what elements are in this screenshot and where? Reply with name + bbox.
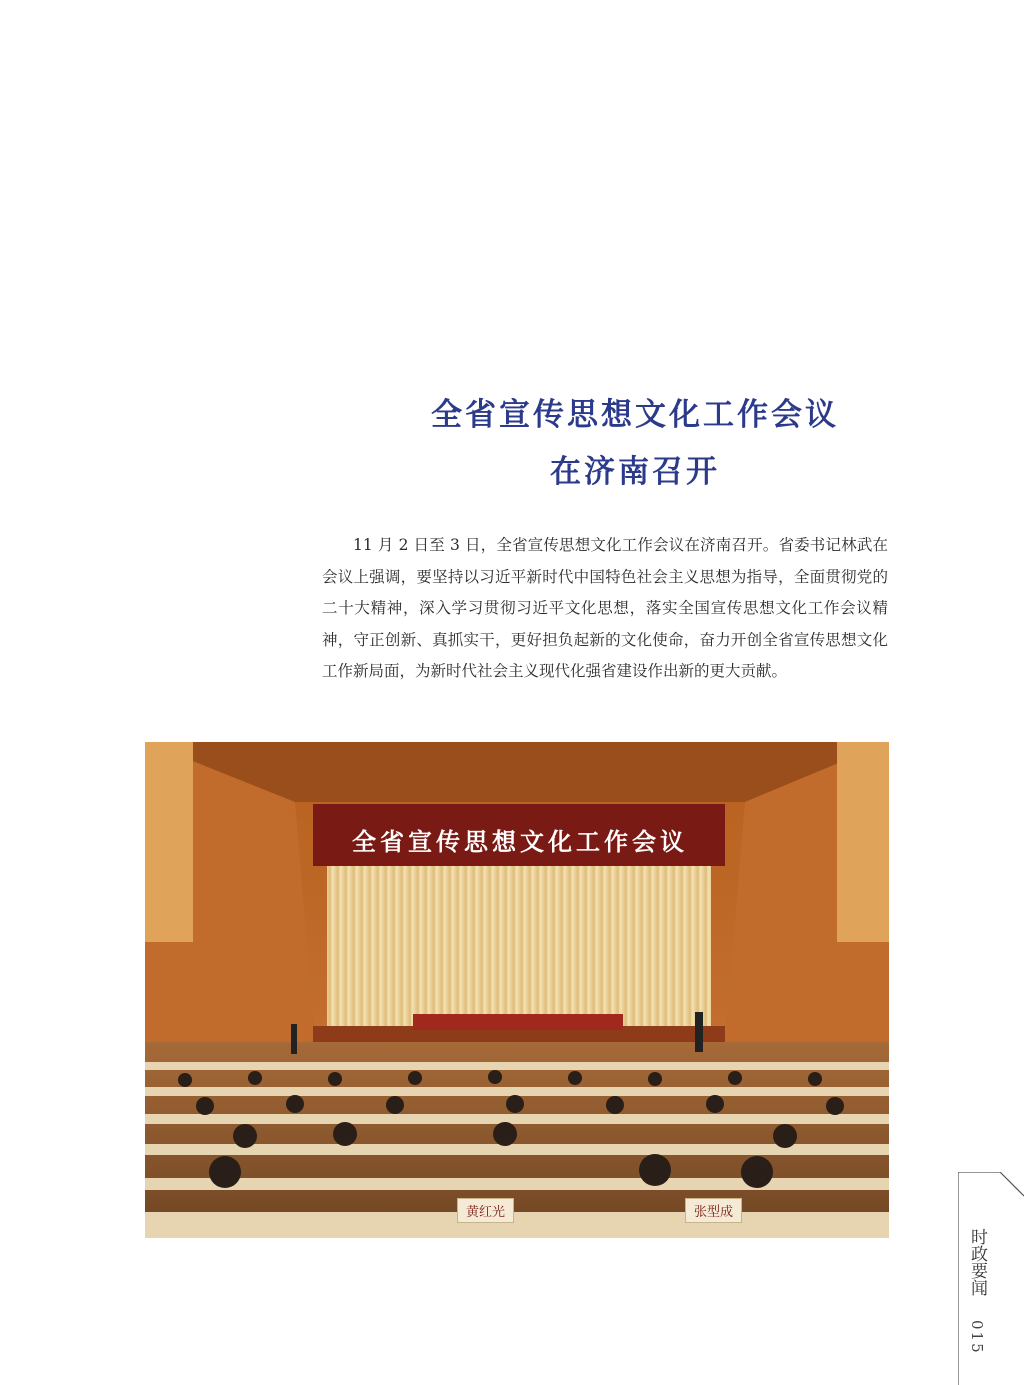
article-title-line-1: 全省宣传思想文化工作会议 bbox=[431, 397, 839, 433]
nameplate-1: 黄红光 bbox=[457, 1198, 514, 1223]
article-body: 11 月 2 日至 3 日，全省宣传思想文化工作会议在济南召开。省委书记林武在会议上强调，要坚持以习近平新时代中国特色社会主义思想为指导，全面贯彻党的二十大精神，深入学习贯彻习近平文化思想，落实全国宣传思想文化工作会议精神，守正创新、真抓实干，更好担负起新的文化使命，奋力开创全省宣传思想文化工作新局面，为新时代社会主义现代化强省建设作出新的更大贡献。 bbox=[322, 536, 888, 680]
nameplate-2: 张型成 bbox=[685, 1198, 742, 1223]
stage-banner-text: 全省宣传思想文化工作会议 bbox=[352, 827, 688, 856]
page-number: 015 bbox=[968, 1320, 986, 1355]
meeting-photo bbox=[145, 742, 889, 1238]
section-label: 时政要闻 bbox=[967, 1228, 987, 1296]
article-title-line-2: 在济南召开 bbox=[550, 454, 720, 490]
